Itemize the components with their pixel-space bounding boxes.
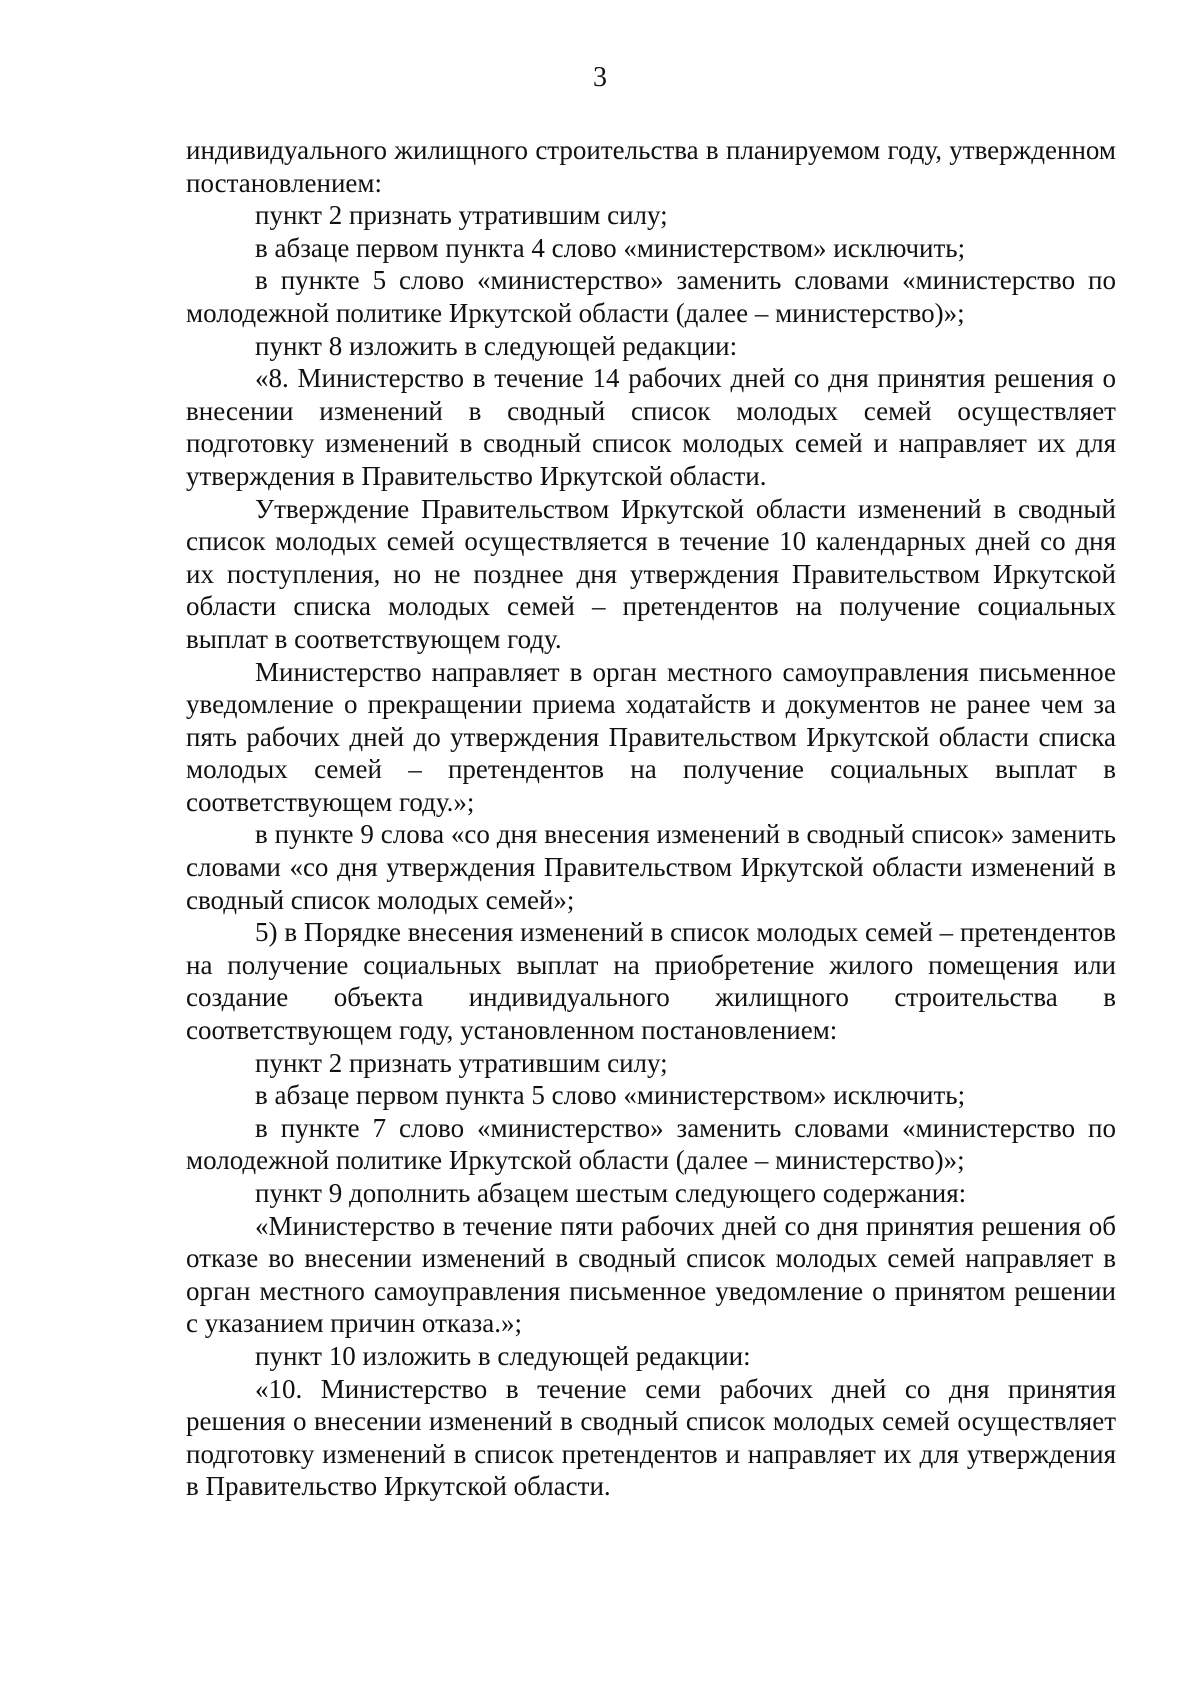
paragraph: «Министерство в течение пяти рабочих дней со дня принятия решения об отказе во внесении изменений в сводный список молодых семей направляет в орган местного самоуправления письменное уведомление о принятом решении с указанием причин отказа.»; bbox=[186, 1210, 1116, 1339]
page-number: 3 bbox=[593, 62, 607, 93]
paragraph: в абзаце первом пункта 4 слово «министерством» исключить; bbox=[255, 232, 966, 263]
paragraph: в пункте 7 слово «министерство» заменить словами «министерство по молодежной политике Иркутской области (далее – министерство)»; bbox=[186, 1112, 1116, 1176]
paragraph: пункт 10 изложить в следующей редакции: bbox=[255, 1340, 751, 1371]
paragraph: в абзаце первом пункта 5 слово «министерством» исключить; bbox=[255, 1080, 966, 1111]
paragraph: в пункте 5 слово «министерство» заменить словами «министерство по молодежной политике Иркутской области (далее – министерство)»; bbox=[186, 265, 1116, 328]
paragraph: «10. Министерство в течение семи рабочих дней со дня принятия решения о внесении изменений в сводный список молодых семей осуществляет подготовку изменений в список претендентов и направляет их для утверждения в Правительство Иркутской области. bbox=[186, 1373, 1116, 1502]
paragraph: пункт 8 изложить в следующей редакции: bbox=[255, 330, 738, 361]
paragraph: в пункте 9 слова «со дня внесения изменений в сводный список» заменить словами «со дня утверждения Правительством Иркутской области изменений в сводный список молодых семей»; bbox=[186, 819, 1116, 915]
paragraph: пункт 2 признать утратившим силу; bbox=[255, 1047, 668, 1078]
paragraph: Утверждение Правительством Иркутской области изменений в сводный список молодых семей осуществляется в течение 10 календарных дней со дня их поступления, но не позднее дня утверждения Правительством Иркутской области списка молодых семей – претендентов на получение социальных выплат в соответствующем году. bbox=[186, 493, 1116, 654]
paragraph: 5) в Порядке внесения изменений в список молодых семей – претендентов на получение социальных выплат на приобретение жилого помещения или создание объекта индивидуального жилищного строительства в соответствующем году, установленном постановлением: bbox=[186, 917, 1116, 1046]
paragraph: индивидуального жилищного строительства в планируемом году, утвержденном постановлением: bbox=[186, 135, 1116, 198]
paragraph: «8. Министерство в течение 14 рабочих дней со дня принятия решения о внесении изменений в сводный список молодых семей осуществляет подготовку изменений в сводный список молодых семей и направляет их для утверждения в Правительство Иркутской области. bbox=[186, 363, 1116, 491]
paragraph: пункт 9 дополнить абзацем шестым следующего содержания: bbox=[255, 1178, 967, 1208]
document-body bbox=[186, 134, 1116, 1503]
paragraph: Министерство направляет в орган местного самоуправления письменное уведомление о прекращении приема ходатайств и документов не ранее чем за пять рабочих дней до утверждения Правительством Иркутской области списка молодых семей – претендентов на получение социальных выплат в соответствующем году.»; bbox=[186, 656, 1116, 817]
paragraph: пункт 2 признать утратившим силу; bbox=[255, 200, 668, 231]
